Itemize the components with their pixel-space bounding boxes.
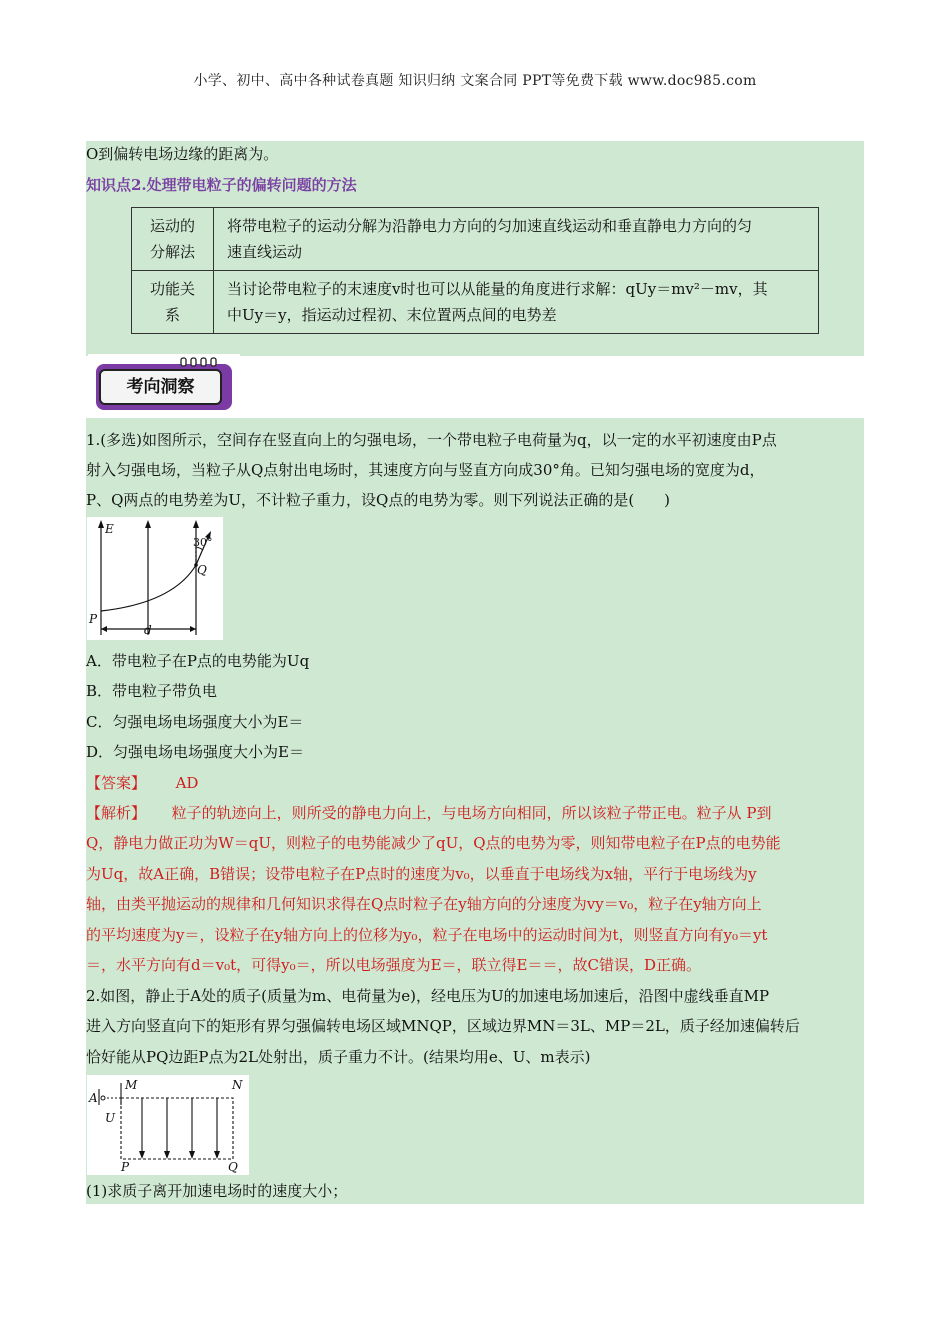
method-table — [131, 207, 819, 334]
q2-sub-question-1: (1)求质子离开加速电场时的速度大小； — [86, 1182, 348, 1200]
label-P: P — [89, 612, 98, 626]
page-header: 小学、初中、高中各种试卷真题 知识归纳 文案合同 PPT等免费下载 www.doc985.com — [193, 73, 757, 89]
field-arrowhead-3 — [193, 520, 199, 528]
analysis-line-6: ＝，水平方向有d＝v₀t，可得y₀＝，所以电场强度为E＝，联立得E＝＝，故C错误，D正确。 — [86, 956, 702, 974]
label-P: P — [121, 1160, 130, 1174]
deflection-arrowhead-3 — [189, 1151, 195, 1159]
field-arrowhead-2 — [145, 520, 151, 528]
row2-label-b: 系 — [164, 306, 180, 324]
dim-arrow-left — [101, 626, 107, 632]
label-E: E — [105, 522, 114, 536]
label-N: N — [232, 1078, 243, 1092]
badge-label: 考向洞察 — [99, 369, 222, 405]
label-d: d — [144, 623, 152, 637]
answer-label: 【答案】 — [86, 774, 147, 792]
table-row — [132, 271, 819, 334]
answer-line — [86, 772, 198, 794]
row1-label-a: 运动的 — [149, 217, 195, 235]
q1-line-1: 1.(多选)如图所示，空间存在竖直向上的匀强电场，一个带电粒子电荷量为q，以一定的水平初速度由P点 — [86, 431, 777, 449]
binder-rings-icon — [180, 357, 220, 367]
table-text-cell — [214, 208, 819, 271]
table-label-cell — [132, 208, 214, 271]
label-angle: 30° — [193, 536, 213, 549]
row2-text-b: 中Uy＝y，指运动过程初、末位置两点间的电势差 — [227, 306, 557, 324]
badge-frame — [96, 364, 232, 410]
q1-option-c: C．匀强电场电场强度大小为E＝ — [86, 713, 304, 731]
table-row — [132, 208, 819, 271]
label-Q: Q — [228, 1160, 238, 1174]
analysis-line-2: Q，静电力做正功为W＝qU，则粒子的电势能减少了qU，Q点的电势为零，则知带电粒子在P点的电势能 — [86, 834, 781, 852]
intro-line: O到偏转电场边缘的距离为。 — [86, 145, 279, 163]
q2-line-1: 2.如图，静止于A处的质子(质量为m、电荷量为e)，经电压为U的加速电场加速后，沿图中虚线垂直MP — [86, 987, 770, 1005]
q1-option-d: D．匀强电场电场强度大小为E＝ — [86, 743, 304, 761]
analysis-label: 【解析】 — [86, 804, 147, 822]
analysis-line-3: 为Uq，故A正确，B错误；设带电粒子在P点时的速度为v₀，以垂直于电场线为x轴，平行于电场线为y — [86, 865, 757, 883]
q1-option-b: B．带电粒子带负电 — [86, 682, 218, 700]
answer-value: AD — [175, 774, 199, 792]
deflection-arrowhead-4 — [214, 1151, 220, 1159]
table-text-cell — [214, 271, 819, 334]
analysis-line-5: 的平均速度为y＝，设粒子在y轴方向上的位移为y₀，粒子在电场中的运动时间为t，则竖直方向有y₀＝yt — [86, 926, 768, 944]
analysis-line-4: 轴，由类平抛运动的规律和几何知识求得在Q点时粒子在y轴方向的分速度为vy＝v₀，粒子在y轴方向上 — [86, 895, 762, 913]
q1-line-3: P、Q两点的电势差为U，不计粒子重力，设Q点的电势为零。则下列说法正确的是( ) — [86, 491, 671, 509]
row1-text-b: 速直线运动 — [227, 243, 303, 261]
deflection-arrowhead-2 — [164, 1151, 170, 1159]
q1-option-a: A．带电粒子在P点的电势能为Uq — [86, 652, 310, 670]
field-arrowhead-1 — [98, 520, 104, 528]
label-U: U — [105, 1111, 116, 1125]
q1-field-figure — [87, 517, 223, 640]
section-badge — [88, 354, 240, 416]
row2-text-a: 当讨论带电粒子的末速度v时也可以从能量的角度进行求解：qUy＝mv²－mv，其 — [227, 280, 768, 298]
table-label-cell — [132, 271, 214, 334]
deflection-region-rect — [121, 1098, 233, 1159]
label-Q: Q — [197, 563, 207, 577]
q2-field-figure — [87, 1075, 249, 1175]
q1-line-2: 射入匀强电场，当粒子从Q点射出电场时，其速度方向与竖直方向成30°角。已知匀强电场的宽度为d， — [86, 461, 765, 479]
q2-line-3: 恰好能从PQ边距P点为2L处射出，质子重力不计。(结果均用e、U、m表示) — [86, 1048, 591, 1066]
label-M: M — [125, 1078, 138, 1092]
knowledge-point-title: 知识点2.处理带电粒子的偏转问题的方法 — [86, 176, 357, 194]
dim-arrow-right — [190, 626, 196, 632]
label-A: A — [89, 1091, 98, 1105]
analysis-line-1 — [86, 802, 771, 824]
row1-text-a: 将带电粒子的运动分解为沿静电力方向的匀加速直线运动和垂直静电力方向的匀 — [227, 217, 753, 235]
row1-label-b: 分解法 — [149, 243, 195, 261]
q2-line-2: 进入方向竖直向下的矩形有界匀强偏转电场区域MNQP，区域边界MN＝3L、MP＝2L，质子经加速偏转后 — [86, 1017, 800, 1035]
analysis-text-1: 粒子的轨迹向上，则所受的静电力向上，与电场方向相同，所以该粒子带正电。粒子从 P到 — [171, 804, 772, 822]
proton-source-dot — [101, 1096, 105, 1100]
deflection-arrowhead-1 — [139, 1151, 145, 1159]
row2-label-a: 功能关 — [149, 280, 195, 298]
